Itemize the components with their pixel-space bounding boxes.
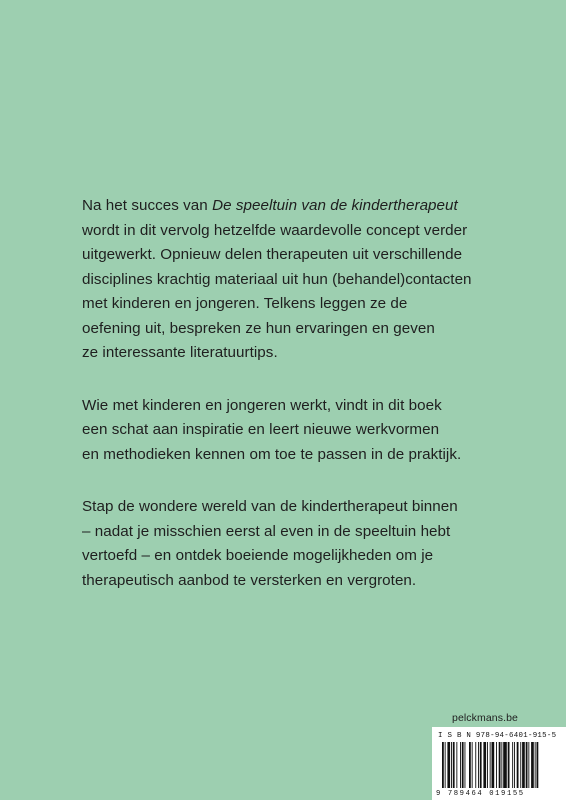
blurb-line: – nadat je misschien eerst al even in de speeltuin hebt [82, 522, 451, 540]
blurb-line: wordt in dit vervolg hetzelfde waardevolle concept verder [82, 221, 468, 239]
barcode-bar [535, 742, 536, 788]
barcode-bar [531, 742, 534, 788]
barcode-bar [475, 742, 476, 788]
barcode-digits: 9 789464 019155 [436, 790, 562, 798]
isbn-label: I S B N 978-94-6401-915-5 [438, 732, 557, 740]
barcode-bar [501, 742, 502, 788]
barcode-bar [453, 742, 455, 788]
book-title-reference: De speeltuin van de kindertherapeut [212, 197, 458, 214]
blurb-line: met kinderen en jongeren. Telkens leggen ze de [82, 295, 408, 312]
barcode-bar [496, 742, 497, 788]
barcode-bar [442, 742, 444, 788]
blurb-line: uitgewerkt. Opnieuw delen therapeuten uit verschillende [82, 246, 463, 263]
back-cover-blurb [82, 194, 522, 621]
blurb-paragraph-1 [82, 194, 522, 366]
barcode-bar [445, 742, 446, 788]
barcode-bar [478, 742, 479, 788]
blurb-line: disciplines krachtig materiaal uit hun (behandel)contacten [82, 270, 472, 288]
barcode-bar [508, 742, 510, 788]
blurb-line [82, 194, 522, 219]
barcode-bar [456, 742, 457, 788]
blurb-line: therapeutisch aanbod te versterken en vergroten. [82, 571, 417, 589]
isbn-barcode [432, 727, 566, 800]
barcode-bar [537, 742, 539, 788]
barcode-bar [490, 742, 491, 788]
barcode-bar [503, 742, 507, 788]
blurb-paragraph-3 [82, 495, 522, 593]
publisher-website: pelckmans.be [452, 712, 518, 724]
blurb-line: Stap de wondere wereld van de kindertherapeut binnen [82, 498, 458, 515]
barcode-bar [460, 742, 461, 788]
barcode-bar [480, 742, 482, 788]
barcode-bar [512, 742, 513, 788]
barcode-bar [517, 742, 519, 788]
barcode-bar [487, 742, 488, 788]
barcode-bar [483, 742, 486, 788]
barcode-bar [447, 742, 450, 788]
barcode-bar [499, 742, 501, 788]
blurb-line: en methodieken kennen om toe te passen in de praktijk. [82, 445, 462, 463]
blurb-paragraph-2 [82, 394, 522, 468]
blurb-line: Wie met kinderen en jongeren werkt, vindt in dit boek [82, 396, 442, 414]
barcode-bar [520, 742, 521, 788]
barcode-bar [522, 742, 525, 788]
barcode-bar [472, 742, 473, 788]
barcode-bar [469, 742, 471, 788]
blurb-line: oefening uit, bespreken ze hun ervaringen en geven [82, 319, 435, 337]
barcode-bar [451, 742, 452, 788]
barcode-bar [465, 742, 466, 788]
barcode-bar [528, 742, 529, 788]
barcode-bar [462, 742, 464, 788]
barcode-bar [514, 742, 515, 788]
barcode-bars [436, 742, 562, 794]
blurb-line: een schat aan inspiratie en leert nieuwe werkvormen [82, 421, 440, 438]
barcode-bar [492, 742, 495, 788]
blurb-line: ze interessante literatuurtips. [82, 344, 278, 361]
blurb-line: vertoefd – en ontdek boeiende mogelijkheden om je [82, 547, 434, 564]
barcode-bar [526, 742, 528, 788]
blurb-text: Na het succes van [82, 197, 213, 214]
